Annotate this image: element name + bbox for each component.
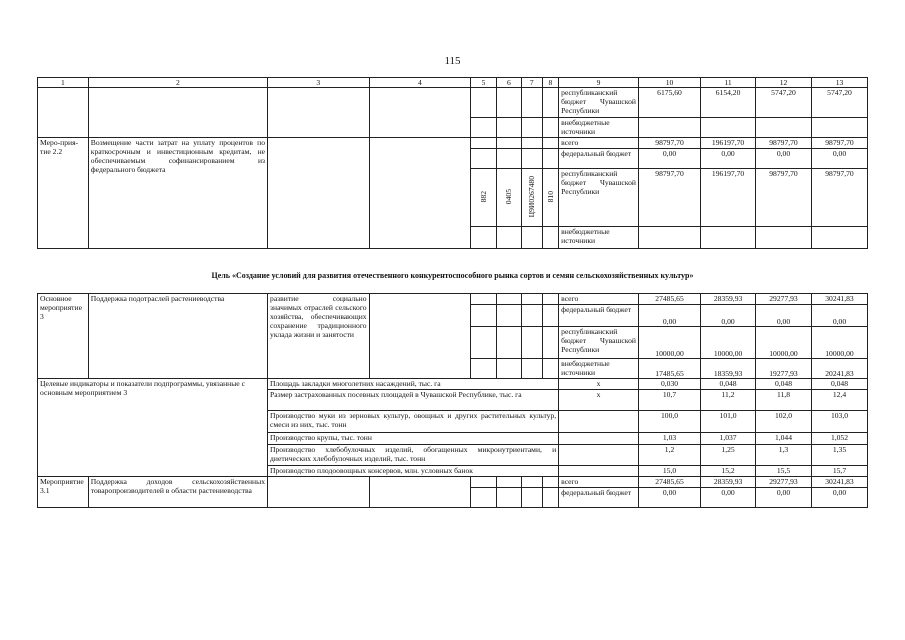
source-label: внебюджетные источники xyxy=(559,227,639,249)
value-cell: 10,7 xyxy=(638,390,700,411)
value-cell: 98797,70 xyxy=(638,138,700,149)
source-label: всего xyxy=(559,477,639,488)
value-cell: 0,00 xyxy=(756,305,812,327)
value-cell: 98797,70 xyxy=(756,138,812,149)
value-cell: 103,0 xyxy=(811,411,867,433)
value-cell: 15,7 xyxy=(811,466,867,477)
value-cell: 1,3 xyxy=(756,445,812,466)
value-cell: 0,00 xyxy=(638,149,700,169)
value-cell: 11,2 xyxy=(701,390,756,411)
source-label: всего xyxy=(559,294,639,305)
value-cell: 98797,70 xyxy=(756,169,812,227)
value-cell: 1,044 xyxy=(756,433,812,445)
value-cell: 12,4 xyxy=(811,390,867,411)
value-cell: 6175,60 xyxy=(638,88,700,118)
indicator-name: Производство крупы, тыс. тонн xyxy=(268,433,559,445)
source-label: внебюджетные источники xyxy=(559,359,639,379)
col-header: 8 xyxy=(542,78,559,88)
value-cell: 0,00 xyxy=(638,488,700,508)
col-header: 10 xyxy=(638,78,700,88)
indicator-x xyxy=(559,445,639,466)
budget-table-bottom xyxy=(37,293,868,508)
value-cell: 0,048 xyxy=(811,379,867,390)
value-cell: 0,00 xyxy=(811,305,867,327)
value-cell: 0,00 xyxy=(811,488,867,508)
page-number: 115 xyxy=(444,55,461,67)
value-cell: 27485,65 xyxy=(638,477,700,488)
source-label: республиканский бюджет Чувашской Республики xyxy=(559,169,639,227)
indicator-name: Производство муки из зерновых культур, овощных и других растительных культур, смеси из них, тыс. тонн xyxy=(268,411,559,433)
indicator-x: x xyxy=(559,379,639,390)
value-cell: 28359,93 xyxy=(701,477,756,488)
value-cell: 0,048 xyxy=(756,379,812,390)
col-header: 5 xyxy=(471,78,497,88)
main-activity-code: Основное мероприятие 3 xyxy=(38,294,89,379)
value-cell: 1,25 xyxy=(701,445,756,466)
code-cell: 882 xyxy=(479,190,489,203)
value-cell: 100,0 xyxy=(638,411,700,433)
value-cell: 1,35 xyxy=(811,445,867,466)
source-label: республиканский бюджет Чувашской Республики xyxy=(559,88,639,118)
indicator-name: Производство плодоовощных консервов, млн. условных банок xyxy=(268,466,559,477)
value-cell: 196197,70 xyxy=(701,138,756,149)
indicator-x xyxy=(559,411,639,433)
main-activity-name: Поддержка подотраслей растениеводства xyxy=(88,294,267,379)
value-cell: 10000,00 xyxy=(638,327,700,359)
col-header: 11 xyxy=(701,78,756,88)
col-header: 9 xyxy=(559,78,639,88)
value-cell: 30241,83 xyxy=(811,294,867,305)
value-cell: 101,0 xyxy=(701,411,756,433)
value-cell: 29277,93 xyxy=(756,294,812,305)
source-label: федеральный бюджет xyxy=(559,149,639,169)
value-cell: 1,037 xyxy=(701,433,756,445)
value-cell: 0,00 xyxy=(756,488,812,508)
col-header: 12 xyxy=(756,78,812,88)
indicator-x xyxy=(559,466,639,477)
col-header: 1 xyxy=(38,78,89,88)
value-cell: 98797,70 xyxy=(811,169,867,227)
value-cell: 30241,83 xyxy=(811,477,867,488)
source-label: внебюджетные источники xyxy=(559,118,639,138)
code-cell: 810 xyxy=(545,190,555,203)
col-header: 2 xyxy=(88,78,267,88)
value-cell: 11,8 xyxy=(756,390,812,411)
value-cell: 98797,70 xyxy=(638,169,700,227)
value-cell: 0,00 xyxy=(701,488,756,508)
value-cell: 10000,00 xyxy=(811,327,867,359)
table-row xyxy=(38,294,868,305)
value-cell: 0,00 xyxy=(756,149,812,169)
activity-code: Меро-прия-тие 2.2 xyxy=(38,138,89,249)
col-header: 4 xyxy=(369,78,471,88)
table-row xyxy=(38,88,868,118)
value-cell: 196197,70 xyxy=(701,169,756,227)
col-header: 6 xyxy=(497,78,522,88)
activity-name: Возмещение части затрат на уплату процентов по краткосрочным и инвестиционным кредитам, не обеспечиваемым софинансированием из федерального бюджета xyxy=(88,138,267,249)
col-header: 13 xyxy=(811,78,867,88)
value-cell: 5747,20 xyxy=(756,88,812,118)
code-cell: Ц9И0267480 xyxy=(527,175,537,218)
value-cell: 0,030 xyxy=(638,379,700,390)
col-header: 7 xyxy=(521,78,542,88)
value-cell: 18359,93 xyxy=(701,359,756,379)
value-cell: 0,00 xyxy=(638,305,700,327)
value-cell: 102,0 xyxy=(756,411,812,433)
value-cell: 15,0 xyxy=(638,466,700,477)
indicator-name: Размер застрахованных посевных площадей в Чувашской Республике, тыс. га xyxy=(268,390,559,411)
value-cell: 28359,93 xyxy=(701,294,756,305)
source-label: федеральный бюджет xyxy=(559,488,639,508)
value-cell: 1,03 xyxy=(638,433,700,445)
column-header-row xyxy=(38,78,868,88)
value-cell: 10000,00 xyxy=(701,327,756,359)
value-cell: 10000,00 xyxy=(756,327,812,359)
col-header: 3 xyxy=(268,78,370,88)
source-label: всего xyxy=(559,138,639,149)
source-label: федеральный бюджет xyxy=(559,305,639,327)
indicator-x xyxy=(559,433,639,445)
table-row xyxy=(38,138,868,149)
source-label: республиканский бюджет Чувашской Республики xyxy=(559,327,639,359)
value-cell: 20241,83 xyxy=(811,359,867,379)
indicator-name: Площадь закладки многолетних насаждений, тыс. га xyxy=(268,379,559,390)
value-cell: 0,00 xyxy=(811,149,867,169)
value-cell: 0,00 xyxy=(701,305,756,327)
main-activity-goal: развитие социально значимых отраслей сельского хозяйства, обеспечивающих сохранение традиционного уклада жизни и занятости xyxy=(268,294,370,379)
goal-heading: Цель «Создание условий для развития отечественного конкурентоспособного рынка сортов и семян сельскохозяйственных культур» xyxy=(211,271,694,280)
value-cell: 17485,65 xyxy=(638,359,700,379)
value-cell: 98797,70 xyxy=(811,138,867,149)
indicators-label: Целевые индикаторы и показатели подпрограммы, увязанные с основным мероприятием 3 xyxy=(38,379,268,477)
table-row xyxy=(38,477,868,488)
value-cell: 1,2 xyxy=(638,445,700,466)
indicator-row xyxy=(38,379,868,390)
value-cell: 6154,20 xyxy=(701,88,756,118)
code-cell: 0405 xyxy=(504,188,514,205)
activity-name: Поддержка доходов сельскохозяйственных товаропроизводителей в области растениеводства xyxy=(88,477,267,508)
value-cell: 1,052 xyxy=(811,433,867,445)
activity-code: Мероприятие 3.1 xyxy=(38,477,89,508)
value-cell: 29277,93 xyxy=(756,477,812,488)
budget-table-top xyxy=(37,77,868,249)
value-cell: 27485,65 xyxy=(638,294,700,305)
value-cell: 5747,20 xyxy=(811,88,867,118)
value-cell: 15,5 xyxy=(756,466,812,477)
value-cell: 0,00 xyxy=(701,149,756,169)
value-cell: 15,2 xyxy=(701,466,756,477)
indicator-name: Производство хлебобулочных изделий, обогащенных микронутриентами, и диетических хлебобулочных изделий, тыс. тонн xyxy=(268,445,559,466)
indicator-x: x xyxy=(559,390,639,411)
value-cell: 0,048 xyxy=(701,379,756,390)
value-cell: 19277,93 xyxy=(756,359,812,379)
